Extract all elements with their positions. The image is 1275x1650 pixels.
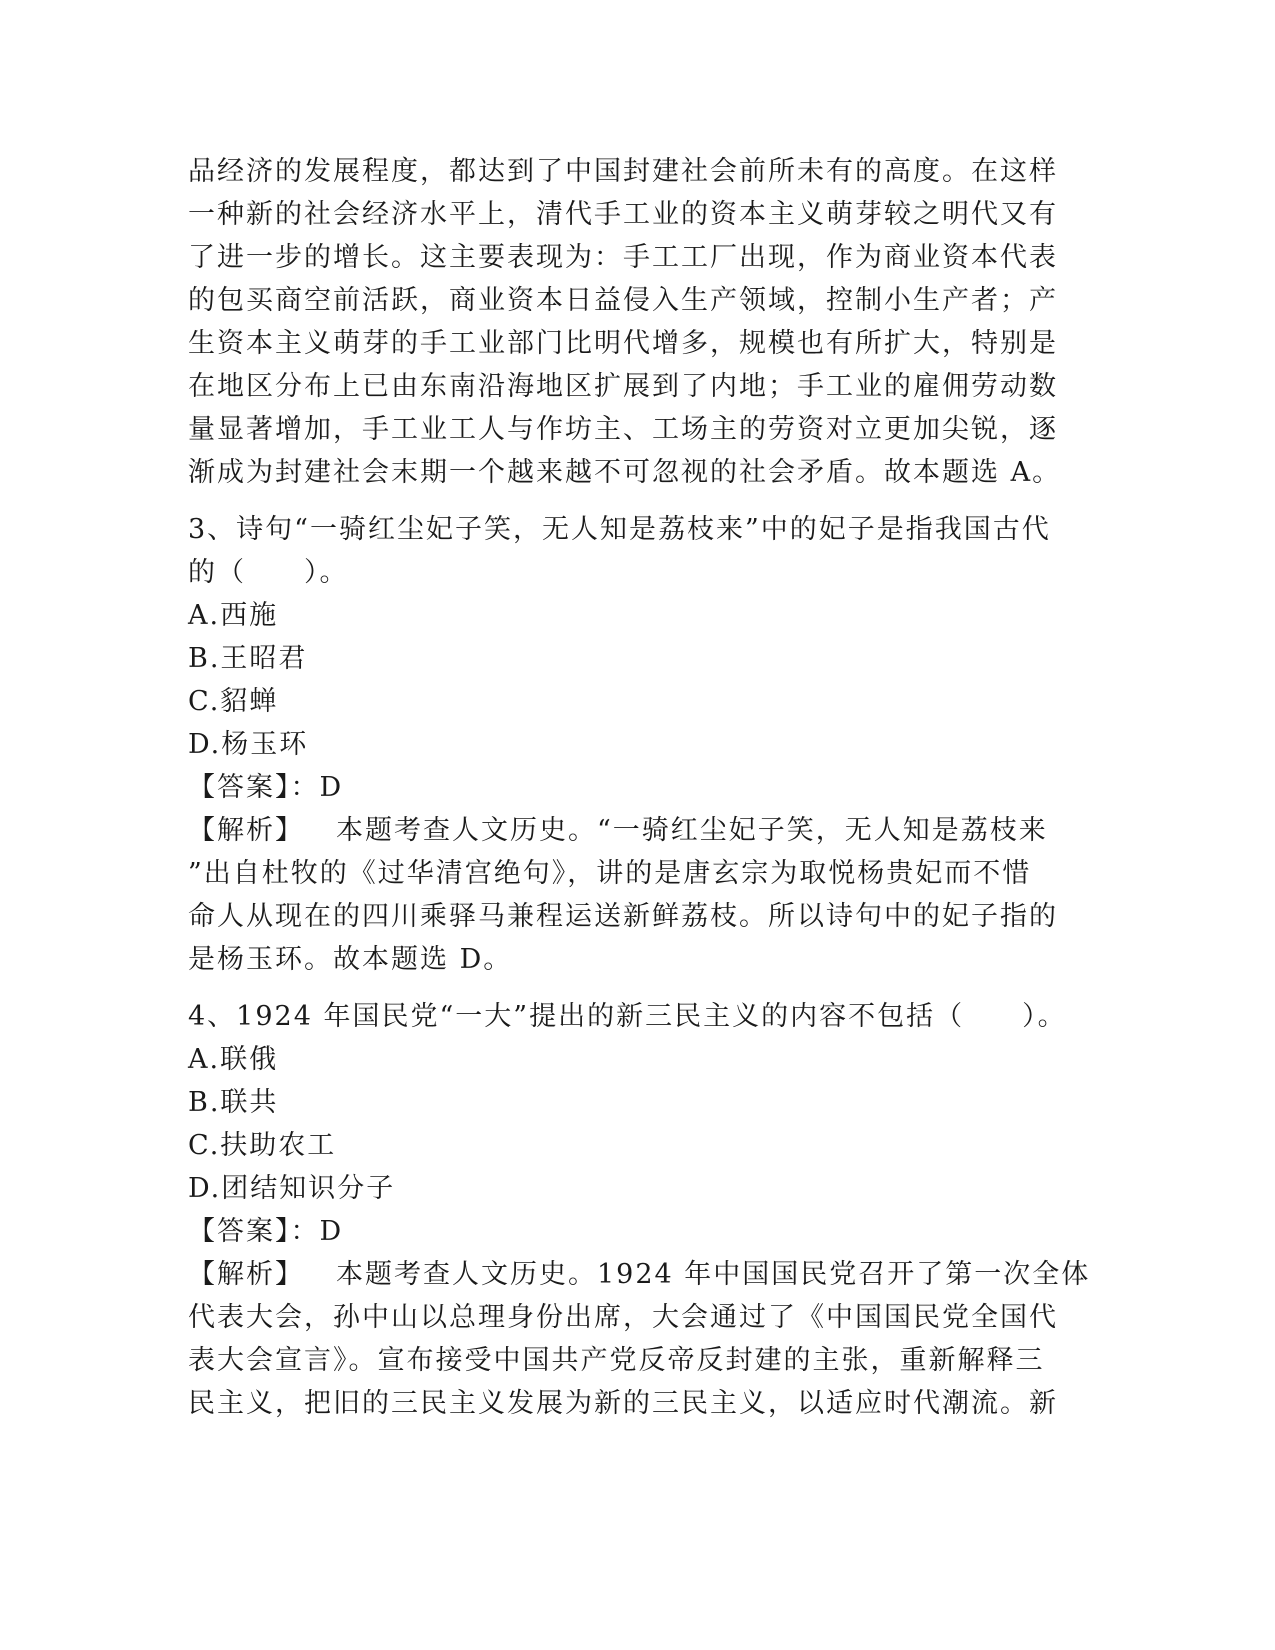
text-line: 一种新的社会经济水平上，清代手工业的资本主义萌芽较之明代又有: [188, 199, 1058, 230]
analysis-line: [188, 809, 1068, 852]
analysis-label: 【解析】: [188, 815, 304, 846]
analysis-line: ”出自杜牧的《过华清宫绝句》，讲的是唐玄宗为取悦杨贵妃而不惜: [188, 858, 1032, 889]
analysis-line: 民主义，把旧的三民主义发展为新的三民主义，以适应时代潮流。新: [188, 1388, 1058, 1419]
text-line: 生资本主义萌芽的手工业部门比明代增多，规模也有所扩大，特别是: [188, 328, 1058, 359]
analysis-line: 命人从现在的四川乘驿马兼程运送新鲜荔枝。所以诗句中的妃子指的: [188, 901, 1058, 932]
text-line: 渐成为封建社会末期一个越来越不可忽视的社会矛盾。故本题选 A。: [188, 457, 1062, 488]
text-line: 量显著增加，手工业工人与作坊主、工场主的劳资对立更加尖锐，逐: [188, 414, 1058, 445]
analysis-line: 表大会宣言》。宣布接受中国共产党反帝反封建的主张，重新解释三: [188, 1345, 1045, 1376]
option-a: A.西施: [188, 600, 279, 631]
analysis-line: 是杨玉环。故本题选 D。: [188, 944, 513, 975]
question-4: [188, 995, 1091, 1425]
option-d: D.杨玉环: [188, 729, 309, 760]
question-stem-line: 3、诗句“一骑红尘妃子笑，无人知是荔枝来”中的妃子是指我国古代: [188, 514, 1051, 545]
answer-value: ：D: [290, 1216, 344, 1247]
text-line: 的包买商空前活跃，商业资本日益侵入生产领域，控制小生产者；产: [188, 285, 1058, 316]
answer-value: ：D: [290, 772, 344, 803]
answer-line: [188, 1210, 1068, 1253]
option-c: C.扶助农工: [188, 1130, 337, 1161]
question-stem-line: 4、1924 年国民党“一大”提出的新三民主义的内容不包括（ ）。: [188, 1001, 1067, 1032]
question-stem-line: 的（ ）。: [188, 557, 349, 588]
option-c: C.貂蝉: [188, 686, 279, 717]
question-3: [188, 508, 1068, 981]
analysis-label: 【解析】: [188, 1259, 304, 1290]
intro-paragraph: [188, 150, 1068, 494]
option-a: A.联俄: [188, 1044, 279, 1075]
answer-line: [188, 766, 1068, 809]
analysis-text: 本题考查人文历史。“一骑红尘妃子笑，无人知是荔枝来: [336, 815, 1048, 846]
option-b: B.王昭君: [188, 643, 308, 674]
page-content: [188, 150, 1091, 1425]
text-line: 品经济的发展程度，都达到了中国封建社会前所未有的高度。在这样: [188, 156, 1058, 187]
analysis-text: 本题考查人文历史。1924 年中国国民党召开了第一次全体: [336, 1259, 1091, 1290]
answer-label: 【答案】: [188, 772, 291, 803]
text-line: 了进一步的增长。这主要表现为：手工工厂出现，作为商业资本代表: [188, 242, 1058, 273]
analysis-line: [188, 1253, 1091, 1296]
answer-label: 【答案】: [188, 1216, 291, 1247]
option-d: D.团结知识分子: [188, 1173, 396, 1204]
analysis-line: 代表大会，孙中山以总理身份出席，大会通过了《中国国民党全国代: [188, 1302, 1058, 1333]
option-b: B.联共: [188, 1087, 279, 1118]
text-line: 在地区分布上已由东南沿海地区扩展到了内地；手工业的雇佣劳动数: [188, 371, 1058, 402]
